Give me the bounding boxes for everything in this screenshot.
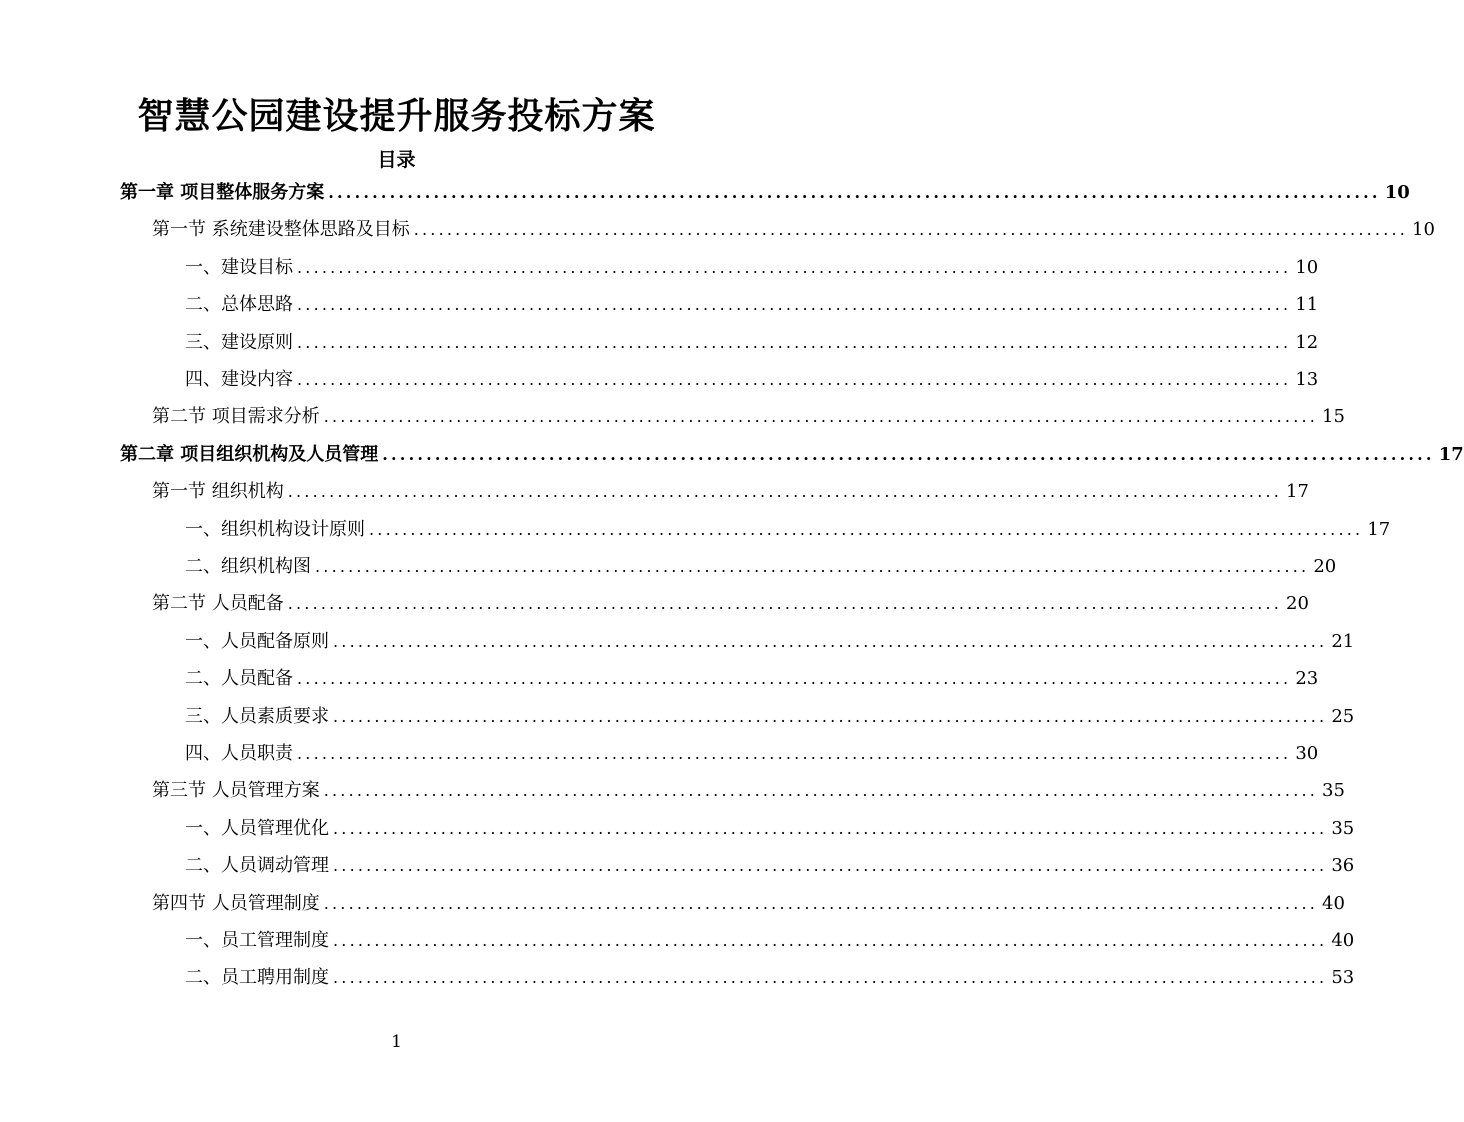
toc-entry-label: 一、组织机构设计原则 <box>185 518 365 540</box>
toc-entry-page: 17 <box>1438 443 1464 465</box>
toc-entry[interactable] <box>185 810 1355 847</box>
toc-leader-dots: ........................................................................................................................ <box>323 407 1319 427</box>
toc-entry[interactable] <box>152 885 1345 922</box>
toc-leader-dots: ........................................................................................................................ <box>382 444 1435 464</box>
toc-leader-dots: ........................................................................................................................ <box>333 968 1328 988</box>
toc-entry-page: 40 <box>1331 930 1355 951</box>
toc-entry-label: 二、人员调动管理 <box>185 855 329 877</box>
toc-entry-page: 35 <box>1331 817 1355 839</box>
toc-entry[interactable] <box>185 511 1391 548</box>
toc-leader-dots: ........................................................................................................................ <box>333 818 1328 838</box>
toc-entry-page: 35 <box>1322 780 1345 802</box>
toc-entry-label: 四、人员职责 <box>185 743 293 764</box>
toc-leader-dots: ........................................................................................................................ <box>333 631 1328 651</box>
toc-entry-label: 四、建设内容 <box>185 369 293 390</box>
toc-entry[interactable] <box>185 548 1337 585</box>
toc-entry-page: 10 <box>1384 182 1410 203</box>
toc-entry-label: 第一节 系统建设整体思路及目标 <box>152 219 410 241</box>
toc-entry-page: 30 <box>1295 743 1319 764</box>
toc-entry-page: 11 <box>1295 294 1319 316</box>
toc-entry[interactable] <box>185 324 1319 361</box>
toc-entry[interactable] <box>152 473 1309 510</box>
toc-entry-page: 12 <box>1295 331 1319 353</box>
toc-leader-dots: ........................................................................................................................ <box>297 669 1292 689</box>
document-title: 智慧公园建设提升服务投标方案 <box>137 95 656 137</box>
toc-entry-page: 53 <box>1331 967 1355 989</box>
toc-entry-page: 25 <box>1331 705 1355 727</box>
toc-leader-dots: ........................................................................................................................ <box>287 594 1283 614</box>
toc-entry-page: 17 <box>1367 518 1391 540</box>
toc-entry[interactable] <box>152 398 1345 435</box>
toc-leader-dots: ........................................................................................................................ <box>297 370 1292 389</box>
toc-leader-dots: ........................................................................................................................ <box>323 893 1319 913</box>
toc-entry[interactable] <box>120 174 1410 211</box>
toc-entry-label: 三、建设原则 <box>185 331 293 353</box>
toc-entry-label: 第一节 组织机构 <box>152 481 284 503</box>
toc-leader-dots: ........................................................................................................................ <box>315 557 1310 576</box>
toc-entry-page: 23 <box>1295 668 1319 690</box>
toc-entry-label: 一、建设目标 <box>185 256 293 278</box>
toc-entry-label: 一、人员配备原则 <box>185 630 329 652</box>
toc-entry-page: 10 <box>1412 219 1435 241</box>
toc-entry-label: 第二节 人员配备 <box>152 593 284 615</box>
toc-entry-label: 二、人员配备 <box>185 668 293 690</box>
toc-entry-label: 第二节 项目需求分析 <box>152 406 320 428</box>
page-number: 1 <box>391 1032 402 1052</box>
toc-leader-dots: ........................................................................................................................ <box>323 781 1319 801</box>
toc-entry-label: 一、人员管理优化 <box>185 817 329 839</box>
toc-entry[interactable] <box>185 623 1355 660</box>
toc-entry[interactable] <box>185 698 1355 735</box>
toc-entry[interactable] <box>185 847 1355 884</box>
toc-leader-dots: ........................................................................................................................ <box>297 332 1292 352</box>
toc-entry-page: 15 <box>1322 406 1345 428</box>
toc-entry-page: 20 <box>1313 556 1337 577</box>
toc-leader-dots: ........................................................................................................................ <box>333 706 1328 726</box>
toc-heading: 目录 <box>377 149 416 171</box>
toc-entry[interactable] <box>185 361 1319 398</box>
toc-entry-label: 第三节 人员管理方案 <box>152 780 320 802</box>
toc-leader-dots: ........................................................................................................................ <box>297 295 1292 315</box>
toc-leader-dots: ........................................................................................................................ <box>333 931 1328 950</box>
toc-entry-page: 10 <box>1295 256 1319 278</box>
toc-entry-label: 第四节 人员管理制度 <box>152 892 320 914</box>
toc-entry[interactable] <box>152 772 1345 809</box>
toc-entry[interactable] <box>185 660 1319 697</box>
toc-entry-label: 二、员工聘用制度 <box>185 967 329 989</box>
toc-entry[interactable] <box>185 286 1319 323</box>
toc-entry[interactable] <box>185 922 1355 959</box>
toc-entry[interactable] <box>185 959 1355 996</box>
toc-leader-dots: ........................................................................................................................ <box>413 220 1409 240</box>
toc-entry-label: 三、人员素质要求 <box>185 705 329 727</box>
toc-entry-page: 20 <box>1286 593 1309 615</box>
toc-entry-page: 36 <box>1331 855 1355 877</box>
toc-entry-label: 一、员工管理制度 <box>185 930 329 951</box>
toc-leader-dots: ........................................................................................................................ <box>369 519 1364 539</box>
toc-entry[interactable] <box>120 436 1464 473</box>
toc-entry-label: 二、组织机构图 <box>185 556 311 577</box>
toc-leader-dots: ........................................................................................................................ <box>328 183 1381 202</box>
toc-entry[interactable] <box>152 585 1309 622</box>
toc-entry-label: 二、总体思路 <box>185 294 293 316</box>
toc-entry[interactable] <box>185 249 1319 286</box>
toc-entry-page: 13 <box>1295 369 1319 390</box>
toc-entry-label: 第二章 项目组织机构及人员管理 <box>120 443 379 465</box>
toc-entry-page: 21 <box>1331 630 1355 652</box>
toc-entry-page: 40 <box>1322 892 1345 914</box>
toc-entry[interactable] <box>152 211 1435 248</box>
toc-entry-label: 第一章 项目整体服务方案 <box>120 182 325 203</box>
toc-leader-dots: ........................................................................................................................ <box>297 744 1292 763</box>
toc-leader-dots: ........................................................................................................................ <box>333 856 1328 876</box>
toc-entry[interactable] <box>185 735 1319 772</box>
toc-leader-dots: ........................................................................................................................ <box>297 257 1292 277</box>
toc-leader-dots: ........................................................................................................................ <box>287 482 1283 502</box>
toc-entry-page: 17 <box>1286 481 1309 503</box>
